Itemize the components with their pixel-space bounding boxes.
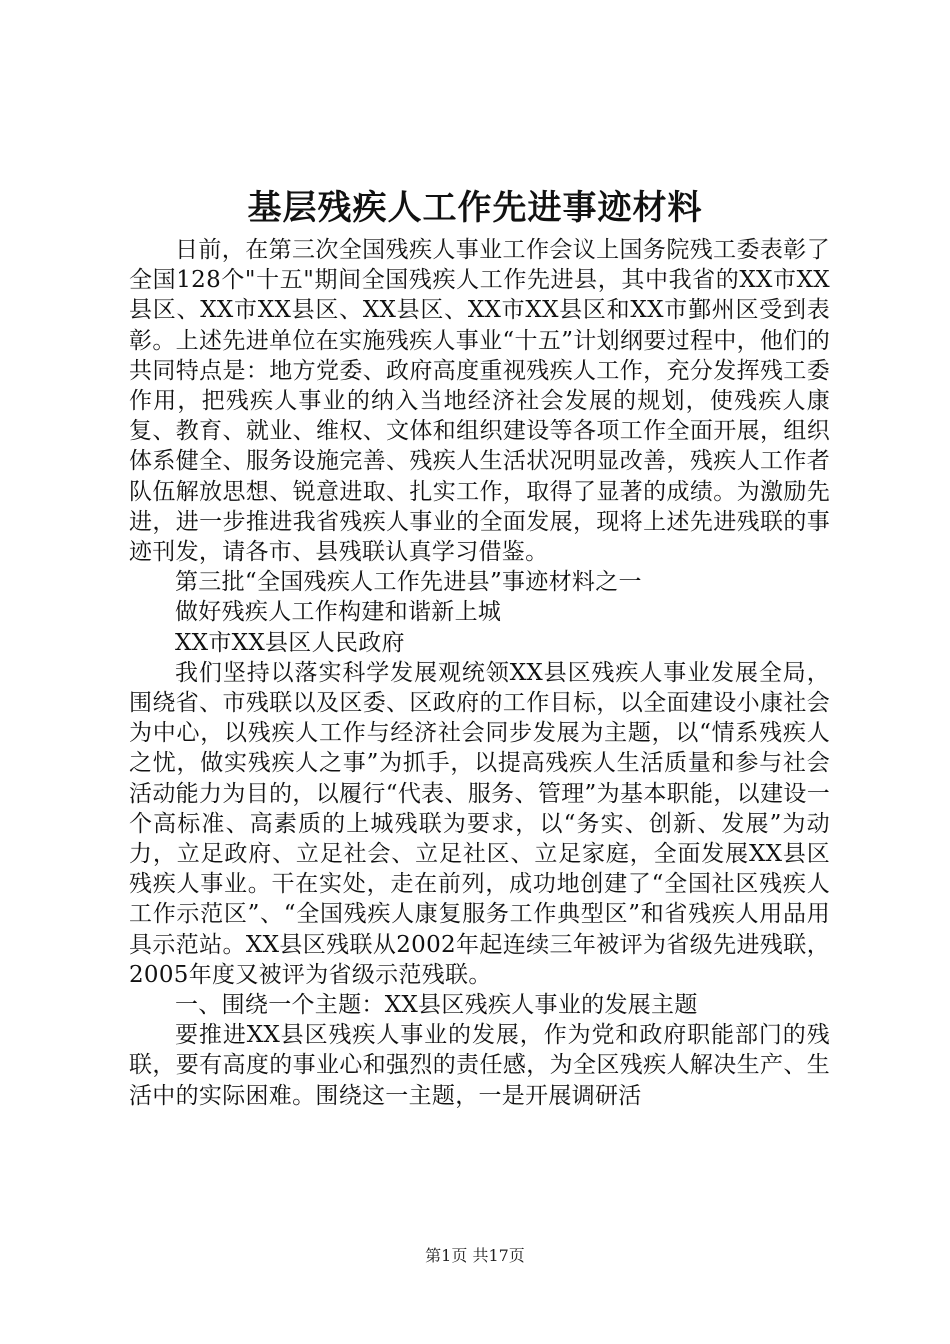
page-footer: 第1页 共17页 bbox=[425, 1246, 525, 1265]
article-heading: 做好残疾人工作构建和谐新上城 bbox=[175, 599, 502, 626]
article-author: XX市XX县区人民政府 bbox=[175, 629, 405, 656]
body-paragraph: 要推进XX县区残疾人事业的发展，作为党和政府职能部门的残联，要有高度的事业心和强烈的责任感，为全区残疾人解决生产、生活中的实际困难。围绕这一主题，一是开展调研活 bbox=[129, 1022, 830, 1109]
body-paragraph: 我们坚持以落实科学发展观统领XX县区残疾人事业发展全局，围绕省、市残联以及区委、区政府的工作目标，以全面建设小康社会为中心，以残疾人工作与经济社会同步发展为主题，以“情系残疾人之忧，做实残疾人之事”为抓手，以提高残疾人生活质量和参与社会活动能力为目的，以履行“代表、服务、管理”为基本职能，以建设一个高标准、高素质的上城残联为要求，以“务实、创新、发展”为动力，立足政府、立足社会、立足社区、立足家庭，全面发展XX县区残疾人事业。干在实处，走在前列，成功地创建了“全国社区残疾人工作示范区”、“全国残疾人康复服务工作典型区”和省残疾人用品用具示范站。XX县区残联从2002年起连续三年被评为省级先进残联，2005年度又被评为省级示范残联。 bbox=[129, 659, 830, 988]
document-body bbox=[129, 235, 830, 1111]
section-subtitle: 第三批“全国残疾人工作先进县”事迹材料之一 bbox=[175, 569, 642, 596]
document-title: 基层残疾人工作先进事迹材料 bbox=[247, 188, 703, 228]
section-heading: 一、围绕一个主题：XX县区残疾人事业的发展主题 bbox=[175, 992, 698, 1019]
intro-paragraph: 日前，在第三次全国残疾人事业工作会议上国务院残工委表彰了全国128个"十五"期间全国残疾人工作先进县，其中我省的XX市XX县区、XX市XX县区、XX县区、XX市XX县区和XX市鄞州区受到表彰。上述先进单位在实施残疾人事业“十五”计划纲要过程中，他们的共同特点是：地方党委、政府高度重视残疾人工作，充分发挥残工委作用，把残疾人事业的纳入当地经济社会发展的规划，使残疾人康复、教育、就业、维权、文体和组织建设等各项工作全面开展，组织体系健全、服务设施完善、残疾人生活状况明显改善，残疾人工作者队伍解放思想、锐意进取、扎实工作，取得了显著的成绩。为激励先进，进一步推进我省残疾人事业的全面发展，现将上述先进残联的事迹刊发，请各市、县残联认真学习借鉴。 bbox=[129, 237, 830, 566]
